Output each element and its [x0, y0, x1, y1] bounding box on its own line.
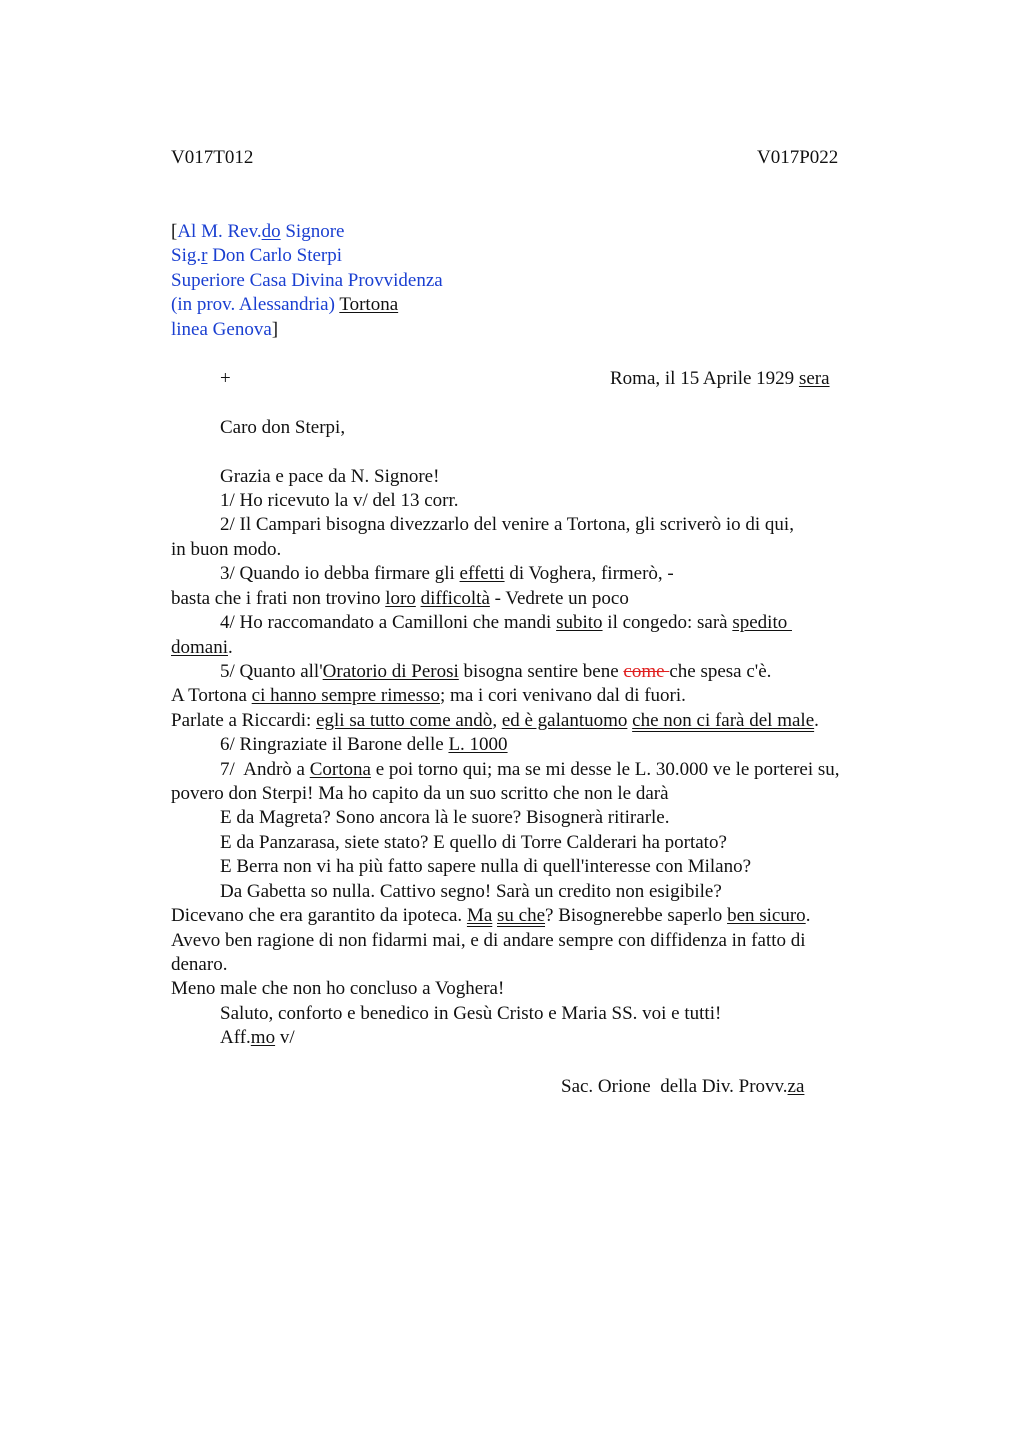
text-run: 7/ Andrò a [220, 759, 310, 780]
underlined-text: Oratorio di Perosi [322, 661, 459, 682]
body-line: E da Magreta? Sono ancora là le suore? Bisognerà ritirarle. [220, 807, 670, 828]
signature [561, 1075, 804, 1099]
body-line [171, 636, 233, 660]
text-run: ? Bisognerebbe saperlo [545, 905, 728, 926]
text-run: di Voghera, firmerò, - [504, 563, 674, 584]
underlined-text: spedito [732, 612, 792, 633]
double-underlined-text: Ma [466, 905, 493, 926]
text-run: ; ma i cori venivano dal di fuori. [440, 685, 686, 706]
address-line-4 [171, 293, 398, 317]
document-code-left: V017T012 [171, 147, 254, 168]
text-run: bisogna sentire bene [458, 661, 624, 682]
address-abbrev: r [201, 245, 208, 266]
body-line: Meno male che non ho concluso a Voghera! [171, 978, 505, 999]
text-run: , [492, 710, 502, 731]
address-line-3: Superiore Casa Divina Provvidenza [171, 270, 443, 291]
text-run: 3/ Quando io debba firmare gli [220, 563, 460, 584]
body-line: E Berra non vi ha più fatto sapere nulla di quell'interesse con Milano? [220, 856, 752, 877]
dateline [610, 367, 830, 391]
body-line [171, 709, 819, 733]
address-abbrev: do [261, 221, 281, 242]
body-line [171, 684, 686, 708]
underlined-text: mo [250, 1027, 276, 1048]
text-run: - Vedrete un poco [489, 588, 629, 609]
body-line: Grazia e pace da N. Signore! [220, 466, 440, 487]
body-line [171, 587, 629, 611]
address-text: Sig. [171, 245, 202, 266]
address-text: Don Carlo Sterpi [207, 245, 343, 266]
double-underlined-text: su che [497, 905, 546, 926]
text-run: 4/ Ho raccomandato a Camilloni che mandi [220, 612, 557, 633]
body-line: 1/ Ho ricevuto la v/ del 13 corr. [220, 490, 459, 511]
address-line-1 [171, 220, 344, 244]
text-run: Dicevano che era garantito da ipoteca. [171, 905, 467, 926]
underlined-text: ci hanno sempre rimesso [251, 685, 441, 706]
body-line: in buon modo. [171, 539, 282, 560]
deleted-text: come [623, 661, 670, 682]
date-time: sera [798, 368, 830, 389]
underlined-text: Cortona [309, 759, 371, 780]
body-line: Da Gabetta so nulla. Cattivo segno! Sarà un credito non esigibile? [220, 881, 722, 902]
body-line: Avevo ben ragione di non fidarmi mai, e di andare sempre con diffidenza in fatto di [171, 930, 806, 951]
address-city: Tortona [339, 294, 399, 315]
body-line [220, 660, 771, 684]
signature-text: Sac. Orione della Div. Provv. [561, 1076, 788, 1097]
date-text: Roma, il 15 Aprile 1929 [610, 368, 799, 389]
body-line: E da Panzarasa, siete stato? E quello di Torre Calderari ha portato? [220, 832, 727, 853]
underlined-text: ben sicuro [727, 905, 806, 926]
underlined-text: egli sa tutto come andò [316, 710, 493, 731]
double-underlined-text: che non ci farà del male [632, 710, 815, 731]
signature-abbrev: za [787, 1076, 805, 1097]
underlined-text: domani [171, 637, 228, 658]
address-line-5 [171, 318, 278, 342]
salutation: Caro don Sterpi, [220, 417, 346, 438]
text-run: e poi torno qui; ma se mi desse le L. 30.000 ve le porterei su, [370, 759, 840, 780]
text-run: . [805, 905, 811, 926]
text-run: Parlate a Riccardi: [171, 710, 317, 731]
underlined-text: difficoltà [420, 588, 490, 609]
address-text: Signore [280, 221, 345, 242]
underlined-text: L. 1000 [448, 734, 508, 755]
underlined-text: ed è galantuomo [501, 710, 628, 731]
body-line: 2/ Il Campari bisogna divezzarlo del venire a Tortona, gli scriverò io di qui, [220, 514, 794, 535]
body-line: povero don Sterpi! Ma ho capito da un suo scritto che non le darà [171, 783, 669, 804]
close-bracket: ] [271, 319, 279, 340]
cross-mark: + [220, 368, 231, 389]
text-run: Aff. [220, 1027, 251, 1048]
text-run: il congedo: sarà [602, 612, 733, 633]
text-run: . [814, 710, 819, 731]
body-line [220, 611, 792, 635]
underlined-text: loro [385, 588, 416, 609]
text-run: A Tortona [171, 685, 252, 706]
text-run: 6/ Ringraziate il Barone delle [220, 734, 449, 755]
address-text: linea Genova [171, 319, 272, 340]
closing [220, 1026, 295, 1050]
text-run: 5/ Quanto all' [220, 661, 323, 682]
address-text: Al M. Rev. [177, 221, 262, 242]
text-run: basta che i frati non trovino [171, 588, 386, 609]
body-line: denaro. [171, 954, 228, 975]
document-code-right: V017P022 [757, 147, 839, 168]
underlined-text: subito [556, 612, 603, 633]
open-bracket: [ [171, 221, 178, 242]
address-text: (in prov. Alessandria) [171, 294, 340, 315]
body-line [220, 733, 508, 757]
body-line: Saluto, conforto e benedico in Gesù Cristo e Maria SS. voi e tutti! [220, 1003, 722, 1024]
body-line [220, 758, 840, 782]
body-line [220, 562, 674, 586]
text-run: che spesa c'è. [669, 661, 772, 682]
body-line [171, 904, 810, 928]
text-run: . [228, 637, 233, 658]
underlined-text: effetti [459, 563, 505, 584]
text-run: v/ [275, 1027, 295, 1048]
address-line-2 [171, 244, 342, 268]
